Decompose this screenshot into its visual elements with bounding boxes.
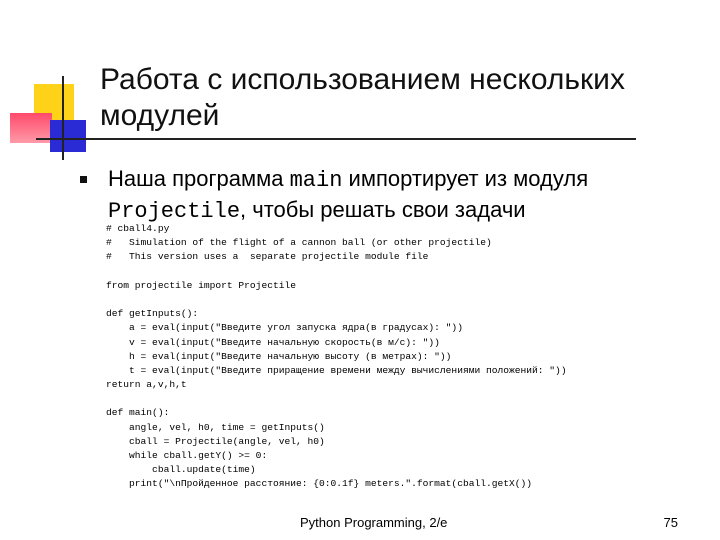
code-line: return a,v,h,t xyxy=(106,379,187,391)
code-line: # cball4.py xyxy=(106,223,170,234)
slide-title: Работа с использованием нескольких модулей xyxy=(100,63,625,132)
code-line: cball.update(time) xyxy=(106,464,256,476)
code-line xyxy=(106,293,716,307)
footer-text: Python Programming, 2/e xyxy=(300,515,448,530)
page-number: 75 xyxy=(663,515,678,530)
code-line: while cball.getY() >= 0: xyxy=(106,450,268,461)
bullet-part-2: импортирует из модуля xyxy=(342,166,589,191)
code-line: h = eval(input("Введите начальную высоту (в метрах): ")) xyxy=(106,350,452,362)
bullet-square-icon xyxy=(80,176,87,183)
code-line: def main(): xyxy=(106,407,170,419)
code-line: # Simulation of the flight of a cannon ball (or other projectile) xyxy=(106,237,492,249)
code-line: def getInputs(): xyxy=(106,308,199,320)
code-line: a = eval(input("Введите угол запуска ядра(в градусах): ")) xyxy=(106,322,463,334)
decorative-squares xyxy=(0,0,110,170)
bullet-code-main: main xyxy=(289,168,343,193)
code-line: cball = Projectile(angle, vel, h0) xyxy=(106,435,325,447)
bullet-part-1: Наша программа xyxy=(108,166,290,191)
code-line: # This version uses a separate projectile module file xyxy=(106,251,429,263)
blue-square xyxy=(50,120,86,152)
code-line xyxy=(106,392,716,406)
code-line: print("\nПройденное расстояние: {0:0.1f} meters.".format(cball.getX()) xyxy=(106,478,533,490)
code-line xyxy=(106,265,716,279)
code-block xyxy=(106,222,716,492)
bullet-text xyxy=(108,164,708,226)
vertical-rule xyxy=(62,76,64,160)
bullet-part-3: , чтобы решать свои задачи xyxy=(240,197,526,222)
bullet-code-projectile: Projectile xyxy=(108,199,241,224)
code-line: t = eval(input("Введите приращение времени между вычислениями положений: ")) xyxy=(106,364,567,376)
code-line: v = eval(input("Введите начальную скорость(в м/с): ")) xyxy=(106,336,440,348)
code-line: angle, vel, h0, time = getInputs() xyxy=(106,421,325,433)
code-line: from projectile import Projectile xyxy=(106,279,296,291)
title-underline xyxy=(36,138,636,140)
